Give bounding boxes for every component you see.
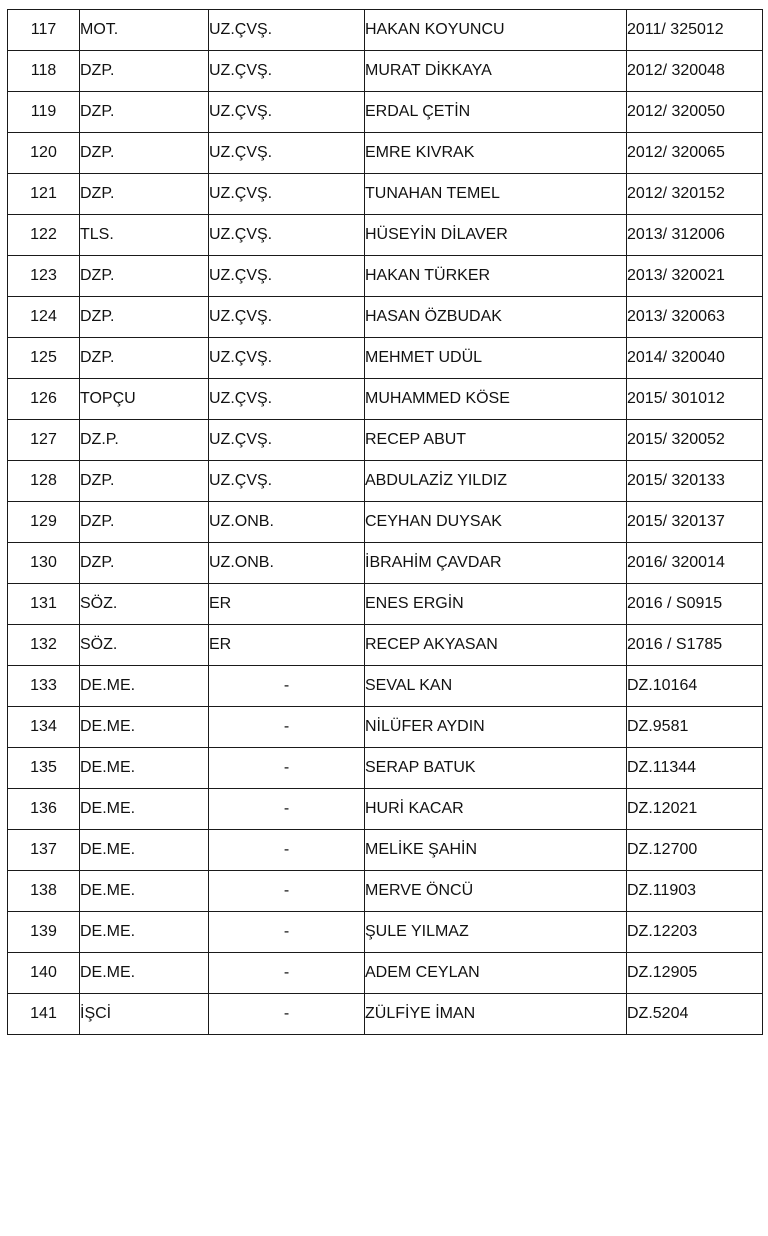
- unit-cell: SÖZ.: [80, 584, 209, 625]
- rank-cell: UZ.ÇVŞ.: [209, 92, 365, 133]
- rank-cell: -: [209, 994, 365, 1035]
- rank-cell: UZ.ONB.: [209, 502, 365, 543]
- registry-cell: DZ.12021: [627, 789, 763, 830]
- name-cell: MERVE ÖNCÜ: [365, 871, 627, 912]
- rank-cell: -: [209, 830, 365, 871]
- row-number: 119: [8, 92, 80, 133]
- row-number: 122: [8, 215, 80, 256]
- unit-cell: SÖZ.: [80, 625, 209, 666]
- table-row: [8, 51, 763, 92]
- table-row: [8, 338, 763, 379]
- name-cell: HÜSEYİN DİLAVER: [365, 215, 627, 256]
- name-cell: CEYHAN DUYSAK: [365, 502, 627, 543]
- row-number: 126: [8, 379, 80, 420]
- unit-cell: DZP.: [80, 92, 209, 133]
- personnel-table-body: [8, 10, 763, 1035]
- rank-cell: -: [209, 707, 365, 748]
- unit-cell: DZP.: [80, 543, 209, 584]
- table-row: [8, 994, 763, 1035]
- rank-cell: -: [209, 953, 365, 994]
- table-row: [8, 625, 763, 666]
- rank-cell: -: [209, 871, 365, 912]
- table-row: [8, 10, 763, 51]
- table-row: [8, 133, 763, 174]
- registry-cell: 2013/ 312006: [627, 215, 763, 256]
- unit-cell: DE.ME.: [80, 912, 209, 953]
- row-number: 134: [8, 707, 80, 748]
- unit-cell: TLS.: [80, 215, 209, 256]
- rank-cell: -: [209, 748, 365, 789]
- unit-cell: DZP.: [80, 133, 209, 174]
- table-row: [8, 174, 763, 215]
- rank-cell: UZ.ÇVŞ.: [209, 51, 365, 92]
- rank-cell: UZ.ÇVŞ.: [209, 256, 365, 297]
- rank-cell: UZ.ÇVŞ.: [209, 10, 365, 51]
- name-cell: RECEP AKYASAN: [365, 625, 627, 666]
- registry-cell: DZ.11903: [627, 871, 763, 912]
- unit-cell: TOPÇU: [80, 379, 209, 420]
- table-row: [8, 420, 763, 461]
- row-number: 135: [8, 748, 80, 789]
- table-row: [8, 584, 763, 625]
- row-number: 120: [8, 133, 80, 174]
- row-number: 125: [8, 338, 80, 379]
- registry-cell: DZ.12905: [627, 953, 763, 994]
- name-cell: RECEP ABUT: [365, 420, 627, 461]
- rank-cell: UZ.ÇVŞ.: [209, 133, 365, 174]
- row-number: 118: [8, 51, 80, 92]
- registry-cell: 2015/ 320052: [627, 420, 763, 461]
- name-cell: ADEM CEYLAN: [365, 953, 627, 994]
- row-number: 123: [8, 256, 80, 297]
- registry-cell: 2012/ 320048: [627, 51, 763, 92]
- table-row: [8, 789, 763, 830]
- table-row: [8, 871, 763, 912]
- registry-cell: 2012/ 320050: [627, 92, 763, 133]
- name-cell: TUNAHAN TEMEL: [365, 174, 627, 215]
- unit-cell: DE.ME.: [80, 666, 209, 707]
- row-number: 133: [8, 666, 80, 707]
- table-row: [8, 953, 763, 994]
- rank-cell: UZ.ÇVŞ.: [209, 420, 365, 461]
- name-cell: HASAN ÖZBUDAK: [365, 297, 627, 338]
- registry-cell: 2015/ 320133: [627, 461, 763, 502]
- registry-cell: DZ.12203: [627, 912, 763, 953]
- personnel-table: [7, 9, 763, 1035]
- rank-cell: UZ.ÇVŞ.: [209, 297, 365, 338]
- registry-cell: 2011/ 325012: [627, 10, 763, 51]
- unit-cell: DZP.: [80, 461, 209, 502]
- registry-cell: DZ.5204: [627, 994, 763, 1035]
- name-cell: HAKAN KOYUNCU: [365, 10, 627, 51]
- registry-cell: 2013/ 320021: [627, 256, 763, 297]
- registry-cell: 2015/ 320137: [627, 502, 763, 543]
- unit-cell: DE.ME.: [80, 748, 209, 789]
- row-number: 139: [8, 912, 80, 953]
- table-row: [8, 92, 763, 133]
- row-number: 140: [8, 953, 80, 994]
- row-number: 129: [8, 502, 80, 543]
- unit-cell: DZP.: [80, 502, 209, 543]
- rank-cell: UZ.ÇVŞ.: [209, 379, 365, 420]
- name-cell: SERAP BATUK: [365, 748, 627, 789]
- registry-cell: 2013/ 320063: [627, 297, 763, 338]
- table-row: [8, 748, 763, 789]
- table-row: [8, 502, 763, 543]
- rank-cell: -: [209, 666, 365, 707]
- row-number: 141: [8, 994, 80, 1035]
- rank-cell: ER: [209, 625, 365, 666]
- rank-cell: ER: [209, 584, 365, 625]
- name-cell: MURAT DİKKAYA: [365, 51, 627, 92]
- name-cell: ABDULAZİZ YILDIZ: [365, 461, 627, 502]
- unit-cell: DZP.: [80, 297, 209, 338]
- unit-cell: DZP.: [80, 338, 209, 379]
- unit-cell: DZP.: [80, 174, 209, 215]
- unit-cell: DE.ME.: [80, 830, 209, 871]
- rank-cell: -: [209, 912, 365, 953]
- table-row: [8, 912, 763, 953]
- name-cell: ŞULE YILMAZ: [365, 912, 627, 953]
- row-number: 127: [8, 420, 80, 461]
- registry-cell: 2014/ 320040: [627, 338, 763, 379]
- rank-cell: UZ.ONB.: [209, 543, 365, 584]
- table-row: [8, 543, 763, 584]
- table-row: [8, 666, 763, 707]
- row-number: 128: [8, 461, 80, 502]
- name-cell: ERDAL ÇETİN: [365, 92, 627, 133]
- name-cell: İBRAHİM ÇAVDAR: [365, 543, 627, 584]
- unit-cell: DE.ME.: [80, 871, 209, 912]
- name-cell: MELİKE ŞAHİN: [365, 830, 627, 871]
- unit-cell: MOT.: [80, 10, 209, 51]
- name-cell: NİLÜFER AYDIN: [365, 707, 627, 748]
- name-cell: SEVAL KAN: [365, 666, 627, 707]
- table-row: [8, 215, 763, 256]
- table-row: [8, 297, 763, 338]
- unit-cell: DE.ME.: [80, 953, 209, 994]
- row-number: 132: [8, 625, 80, 666]
- row-number: 121: [8, 174, 80, 215]
- name-cell: HURİ KACAR: [365, 789, 627, 830]
- rank-cell: UZ.ÇVŞ.: [209, 338, 365, 379]
- rank-cell: UZ.ÇVŞ.: [209, 461, 365, 502]
- unit-cell: DZP.: [80, 256, 209, 297]
- row-number: 136: [8, 789, 80, 830]
- row-number: 124: [8, 297, 80, 338]
- name-cell: EMRE KIVRAK: [365, 133, 627, 174]
- unit-cell: DE.ME.: [80, 707, 209, 748]
- registry-cell: DZ.9581: [627, 707, 763, 748]
- unit-cell: İŞCİ: [80, 994, 209, 1035]
- table-row: [8, 707, 763, 748]
- table-row: [8, 379, 763, 420]
- rank-cell: UZ.ÇVŞ.: [209, 215, 365, 256]
- rank-cell: -: [209, 789, 365, 830]
- unit-cell: DE.ME.: [80, 789, 209, 830]
- registry-cell: DZ.12700: [627, 830, 763, 871]
- registry-cell: DZ.11344: [627, 748, 763, 789]
- registry-cell: 2015/ 301012: [627, 379, 763, 420]
- name-cell: ZÜLFİYE İMAN: [365, 994, 627, 1035]
- registry-cell: 2012/ 320065: [627, 133, 763, 174]
- registry-cell: 2016/ 320014: [627, 543, 763, 584]
- row-number: 117: [8, 10, 80, 51]
- row-number: 130: [8, 543, 80, 584]
- registry-cell: 2012/ 320152: [627, 174, 763, 215]
- name-cell: ENES ERGİN: [365, 584, 627, 625]
- rank-cell: UZ.ÇVŞ.: [209, 174, 365, 215]
- unit-cell: DZ.P.: [80, 420, 209, 461]
- unit-cell: DZP.: [80, 51, 209, 92]
- name-cell: HAKAN TÜRKER: [365, 256, 627, 297]
- name-cell: MEHMET UDÜL: [365, 338, 627, 379]
- table-row: [8, 256, 763, 297]
- table-row: [8, 461, 763, 502]
- table-row: [8, 830, 763, 871]
- registry-cell: DZ.10164: [627, 666, 763, 707]
- name-cell: MUHAMMED KÖSE: [365, 379, 627, 420]
- registry-cell: 2016 / S1785: [627, 625, 763, 666]
- row-number: 137: [8, 830, 80, 871]
- registry-cell: 2016 / S0915: [627, 584, 763, 625]
- row-number: 131: [8, 584, 80, 625]
- row-number: 138: [8, 871, 80, 912]
